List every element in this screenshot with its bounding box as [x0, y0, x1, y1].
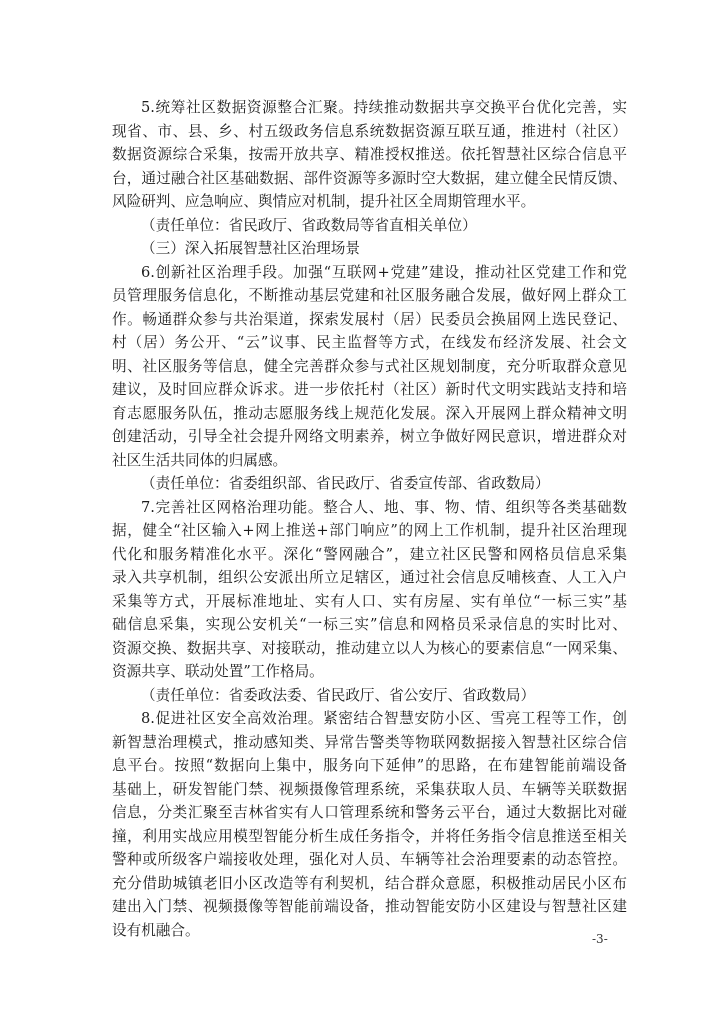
text-line: 6.创新社区治理手段。加强“互联网+党建”建设，推动社区党建工作和党 [141, 263, 627, 281]
text-line: 础信息采集，实现公安机关“一标三实”信息和网格员采录信息的实时比对、 [112, 616, 627, 633]
text-line: 社区生活共同体的归属感。 [112, 451, 288, 469]
responsibility-note [112, 684, 627, 708]
text-line: 8.促进社区安全高效治理。紧密结合智慧安防小区、雪亮工程等工作，创 [141, 710, 627, 727]
text-line: 台，通过融合社区基础数据、部件资源等多源时空大数据，建立健全民情反馈、 [112, 169, 627, 187]
text-line: 建议，及时回应群众诉求。进一步依托村（社区）新时代文明实践站支持和培 [112, 381, 627, 398]
paragraph-item-5 [112, 96, 627, 214]
text-line: 作。畅通群众参与共治渠道，探索发展村（居）民委员会换届网上选民登记、 [112, 310, 627, 328]
text-line: （责任单位：省民政厅、省政数局等省直相关单位） [141, 216, 477, 234]
text-line: 资源共享、联动处置”工作格局。 [112, 663, 324, 680]
text-line: 采集等方式，开展标准地址、实有人口、实有房屋、实有单位“一标三实”基 [112, 592, 627, 610]
text-line: 现省、市、县、乡、村五级政务信息系统数据资源互联互通，推进村（社区） [112, 122, 627, 140]
paragraph-item-7 [112, 496, 627, 684]
text-line: 警种或所级客户端接收处理，强化对人员、车辆等社会治理要素的动态管控。 [112, 851, 627, 868]
text-line: 息平台。按照“数据向上集中，服务向下延伸”的思路，在布建智能前端设备 [112, 757, 627, 774]
text-line: 撞，利用实战应用模型智能分析生成任务指令，并将任务指令信息推送至相关 [112, 827, 627, 845]
text-line: 基础上，研发智能门禁、视频摄像管理系统，采集获取人员、车辆等关联数据 [112, 780, 627, 798]
text-line: （三）深入拓展智慧社区治理场景 [141, 240, 360, 257]
text-line: 据，健全“社区输入+网上推送+部门响应”的网上工作机制，提升社区治理现 [112, 522, 627, 539]
text-line: （责任单位：省委组织部、省民政厅、省委宣传部、省政数局） [141, 475, 550, 492]
text-line: 5.统筹社区数据资源整合汇聚。持续推动数据共享交换平台优化完善，实 [141, 99, 627, 116]
text-line: 录入共享机制，组织公安派出所立足辖区，通过社会信息反哺核查、人工入户 [112, 569, 627, 586]
text-line: 设有机融合。 [112, 921, 200, 939]
text-line: 风险研判、应急响应、舆情应对机制，提升社区全周期管理水平。 [112, 193, 536, 210]
document-body [112, 96, 627, 942]
paragraph-item-6 [112, 261, 627, 473]
text-line: 明、社区服务等信息，健全完善群众参与式社区规划制度，充分听取群众意见 [112, 357, 627, 375]
text-line: 育志愿服务队伍，推动志愿服务线上规范化发展。深入开展网上群众精神文明 [112, 404, 627, 422]
text-line: 资源交换、数据共享、对接联动，推动建立以人为核心的要素信息“一网采集、 [112, 639, 627, 657]
text-line: 员管理服务信息化，不断推动基层党建和社区服务融合发展，做好网上群众工 [112, 287, 627, 304]
text-line: 建出入门禁、视频摄像等智能前端设备，推动智能安防小区建设与智慧社区建 [112, 898, 627, 915]
text-line: 充分借助城镇老旧小区改造等有利契机，结合群众意愿，积极推动居民小区布 [112, 874, 627, 892]
text-line: 创建活动，引导全社会提升网络文明素养，树立争做好网民意识，增进群众对 [112, 428, 627, 445]
responsibility-note [112, 214, 627, 238]
text-line: 7.完善社区网格治理功能。整合人、地、事、物、情、组织等各类基础数 [141, 498, 627, 516]
text-line: 新智慧治理模式，推动感知类、异常告警类等物联网数据接入智慧社区综合信 [112, 733, 627, 751]
text-line: 村（居）务公开、“云”议事、民主监督等方式，在线发布经济发展、社会文 [112, 334, 627, 351]
text-line: 信息，分类汇聚至吉林省实有人口管理系统和警务云平台，通过大数据比对碰 [112, 804, 627, 821]
paragraph-item-8 [112, 707, 627, 942]
text-line: 数据资源综合采集，按需开放共享、精准授权推送。依托智慧社区综合信息平 [112, 146, 627, 163]
text-line: （责任单位：省委政法委、省民政厅、省公安厅、省政数局） [141, 686, 536, 704]
page-number: -3- [592, 932, 608, 946]
section-heading [112, 237, 627, 261]
responsibility-note [112, 472, 627, 496]
text-line: 代化和服务精准化水平。深化“警网融合”，建立社区民警和网格员信息采集 [112, 545, 627, 563]
